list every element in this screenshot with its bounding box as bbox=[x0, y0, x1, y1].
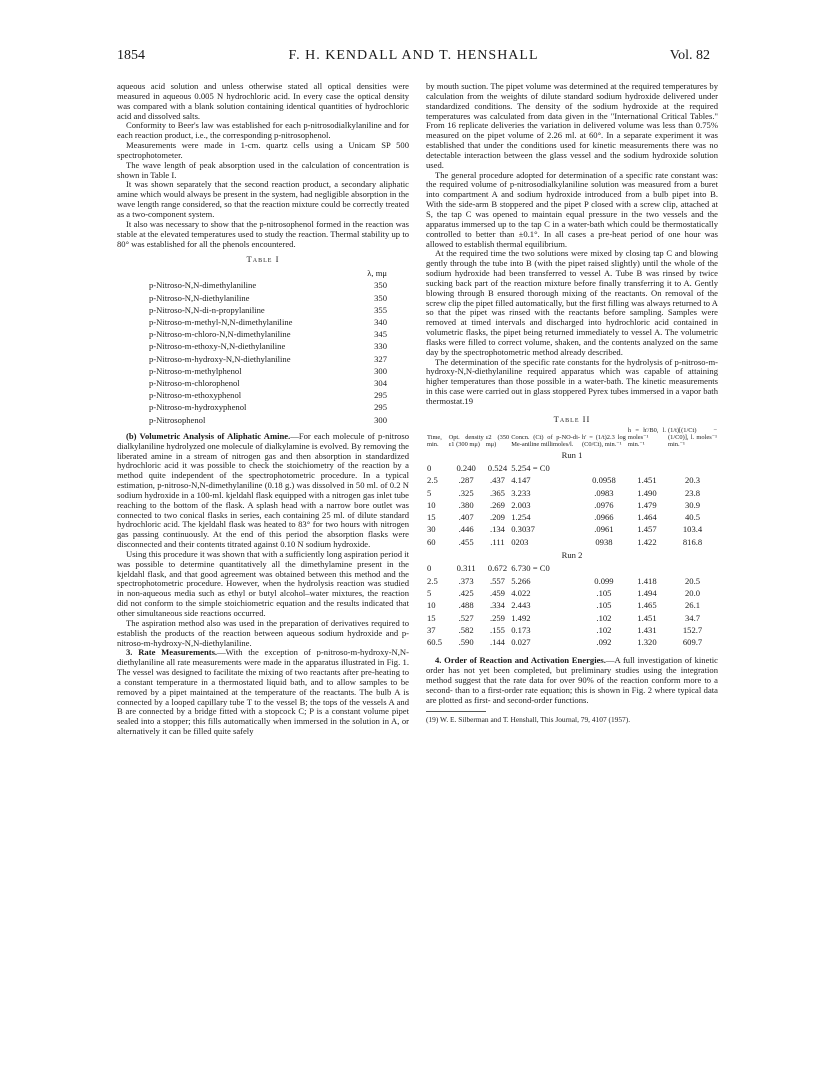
table-cell: 295 bbox=[374, 402, 387, 413]
table-cell: 34.7 bbox=[685, 612, 701, 623]
paragraph: Measurements were made in 1-cm. quartz cells using a Unicam SP 500 spectrophotometer. bbox=[117, 140, 409, 160]
page-number: 1854 bbox=[117, 48, 145, 63]
table-cell: .455 bbox=[458, 536, 474, 547]
table-cell: .209 bbox=[489, 512, 505, 523]
table-cell: 1.422 bbox=[637, 536, 657, 547]
paragraph: It also was necessary to show that the p-nitrosophenol formed in the reaction was stable at the elevated temperatures used to study the reaction. Thermal stability up to 80° was established for all the phenols encountered. bbox=[117, 218, 409, 249]
table-cell: 304 bbox=[374, 378, 387, 389]
table-row bbox=[426, 599, 718, 611]
table-cell: 340 bbox=[374, 317, 387, 327]
table-cell: 30 bbox=[427, 524, 436, 535]
paragraph: The wave length of peak absorption used in the calculation of concentration is shown in Table I. bbox=[117, 159, 409, 180]
table-cell: .105 bbox=[596, 587, 612, 598]
table-1-caption: Table I bbox=[246, 254, 280, 265]
table-row bbox=[117, 353, 409, 365]
table-cell: p-Nitroso-N,N-diethylaniline bbox=[149, 292, 250, 303]
section-heading: 3. Rate Measurements. bbox=[126, 647, 218, 658]
table-cell: 20.0 bbox=[685, 587, 701, 598]
table-row bbox=[426, 462, 718, 474]
run-label: Run 2 bbox=[561, 550, 583, 561]
table-row bbox=[426, 448, 718, 462]
table-cell: 4.147 bbox=[511, 475, 531, 486]
table-cell bbox=[581, 462, 627, 474]
table-cell: 1.479 bbox=[637, 499, 657, 510]
table-cell: 15 bbox=[427, 512, 436, 523]
table-cell bbox=[667, 562, 718, 574]
table-cell: 2.5 bbox=[427, 575, 438, 586]
table-cell: 5.254 = C0 bbox=[511, 462, 550, 473]
table-cell: .373 bbox=[458, 575, 474, 586]
table-row bbox=[117, 389, 409, 401]
table-row bbox=[426, 474, 718, 486]
table-cell: 295 bbox=[374, 390, 387, 401]
table-row bbox=[117, 377, 409, 389]
footnote: (19) W. E. Silberman and T. Henshall, This Journal, 79, 4107 (1957). bbox=[426, 714, 631, 724]
table-cell: 816.8 bbox=[682, 536, 703, 547]
table-row bbox=[426, 499, 718, 511]
table-cell: 1.464 bbox=[637, 512, 657, 523]
paragraph: It was shown separately that the second reaction product, a secondary aliphatic amine which would always be present in the system, had negligible absorption in the wave length range considered, so that the reaction mixture could be correctly treated as a two-component system. bbox=[117, 179, 409, 219]
table-cell: .102 bbox=[596, 612, 612, 623]
table-cell: 0.311 bbox=[456, 563, 476, 574]
table-cell: 0.3037 bbox=[511, 524, 535, 535]
table-cell: p-Nitroso-m-methylphenol bbox=[149, 365, 242, 376]
table-row bbox=[426, 562, 718, 574]
table-column-header: ε2 (350 mμ) bbox=[485, 433, 510, 448]
table-cell: .446 bbox=[458, 524, 474, 535]
table-row bbox=[117, 279, 409, 291]
table-cell: 0.0958 bbox=[592, 475, 616, 486]
table-column-header: (1/t)[(1/Ct) − (1/C0)], l. moles⁻¹ min.⁻¹ bbox=[668, 426, 717, 448]
paragraph: aqueous acid solution and unless otherwise stated all optical densities were measured in aqueous 0.005 N hydrochloric acid. In every case the optical density was compared with a blank solution containing identical quantities of hydrochloric acid and dissolved salts. bbox=[117, 81, 409, 121]
table-cell: 3.233 bbox=[511, 487, 531, 498]
table-cell: 10 bbox=[427, 600, 436, 611]
paragraph bbox=[117, 648, 409, 737]
table-cell: 1.494 bbox=[637, 587, 657, 598]
paragraph-text: —For each molecule of p-nitroso dialkylaniline hydrolyzed one molecule of dialkylamine is evolved. By removing the liberated amine in a stream of nitrogen gas and then absorption in standardized hydrochloric acid it was possible to check the stoichiometry of the reaction by a method quite independent of the spectrophotometric procedure. In a typical estimation, p-nitroso-N,N-dimethylaniline (0.18 g.) was dissolved in 50 ml. of 0.2 N sodium hydroxide in a 100-ml. kjeldahl flask equipped with a nitrogen gas inlet tube reaching to the bottom of the flask. A splash head with a narrow bore outlet was connected to two conical flasks in series, each containing 25 ml. of dilute standard hydrochloric acid. The kjeldahl flask was heated to 83° for two hours with nitrogen gas passing continuously. At the end of this period the absorption flasks were disconnected and their contents titrated against 0.10 N sodium hydroxide. bbox=[117, 430, 409, 550]
paragraph-text: —With the exception of p-nitroso-m-hydroxy-N,N-diethylaniline all rate measurements were made in the apparatus illustrated in Fig. 1. The vessel was designed to facilitate the mixing of two reactants after pre-heating to a constant temperature in a thermostated liquid bath, and to allow samples to be removed by a pipet maintained at the temperature of the reactants. The bulb A is connected by a looped capillary tube T to the vessel B; the tops of the vessels A and B are connected by a bridge fitted with a stopcock C; P is a constant volume pipet sealed into a stopper; this fills automatically when immersed in the solution in A, or alternatively it can be filled quite safely bbox=[117, 647, 409, 737]
table-cell: 0.524 bbox=[487, 462, 508, 473]
paragraph: The determination of the specific rate constants for the hydrolysis of p-nitroso-m-hydroxy-N,N-diethylaniline required apparatus which was capable of attaining higher temperatures than those possible in a water-bath. The kinetic measurements in this case were carried out in glass stoppered Pyrex tubes immersed in a vapor bath thermostat.19 bbox=[426, 356, 718, 406]
table-cell: .365 bbox=[489, 487, 505, 498]
table-cell: .102 bbox=[596, 624, 612, 635]
table-row bbox=[426, 575, 718, 587]
table-cell bbox=[627, 462, 667, 474]
table-cell: 20.5 bbox=[685, 575, 701, 586]
paragraph bbox=[426, 656, 718, 705]
table-cell: 0.173 bbox=[511, 624, 531, 635]
table-cell: .325 bbox=[458, 487, 474, 498]
table-cell: .0983 bbox=[594, 487, 614, 498]
right-column bbox=[426, 82, 718, 724]
table-cell: 4.022 bbox=[511, 587, 531, 598]
table-cell: 355 bbox=[374, 304, 387, 315]
table-cell: p-Nitroso-m-chlorophenol bbox=[149, 378, 240, 389]
table-cell: 350 bbox=[374, 292, 387, 303]
table-row bbox=[117, 401, 409, 413]
table-column-header: h = h'/B0, l. moles⁻¹ min.⁻¹ bbox=[627, 426, 667, 448]
table-row bbox=[117, 316, 409, 328]
table-cell: 30.9 bbox=[685, 499, 701, 510]
table-cell: .105 bbox=[596, 600, 612, 611]
table-cell: 350 bbox=[374, 280, 387, 291]
table-cell: .269 bbox=[489, 499, 505, 510]
table-cell: 40.5 bbox=[685, 512, 701, 523]
running-title: F. H. KENDALL AND T. HENSHALL bbox=[288, 48, 539, 63]
table-cell: 1.457 bbox=[637, 524, 657, 535]
table-cell: 0 bbox=[427, 563, 432, 574]
table-cell: .557 bbox=[489, 575, 505, 586]
table-cell: 15 bbox=[427, 612, 436, 623]
table-cell: 23.8 bbox=[685, 487, 701, 498]
section-heading: (b) Volumetric Analysis of Aliphatic Amine. bbox=[126, 430, 291, 441]
table-cell: .111 bbox=[490, 536, 505, 547]
table-cell: .259 bbox=[489, 612, 505, 623]
paragraph bbox=[117, 432, 409, 550]
paragraph: The aspiration method also was used in the preparation of derivatives required to establish the products of the reaction between aqueous sodium hydroxide and p-nitroso-m-hydroxy-N,N-diethylaniline. bbox=[117, 617, 409, 648]
paragraph: by mouth suction. The pipet volume was determined at the required temperatures by calculation from the weights of dilute standard sodium hydroxide delivered under standardized conditions. The density of the sodium hydroxide at the required temperatures was calculated from data given in the "International Critical Tables." From 16 replicate deliveries the variation in delivered volume was less than 0.75% measured on the pipet volume of 2.26 ml. at 60°. In a separate experiment it was established that under the conditions used for kinetic measurements there was no detectable interaction between the glass vessel and the sodium hydroxide solution used. bbox=[426, 81, 718, 170]
table-column-header: Time, min. bbox=[427, 433, 442, 448]
table-row bbox=[117, 414, 409, 426]
table-cell: 5.266 bbox=[511, 575, 531, 586]
table-cell: .092 bbox=[596, 637, 612, 648]
table-cell: .527 bbox=[458, 612, 474, 623]
table-cell: p-Nitroso-N,N-di-n-propylaniline bbox=[149, 304, 265, 315]
table-cell: 0.027 bbox=[511, 637, 531, 648]
table-row bbox=[117, 292, 409, 304]
table-row bbox=[426, 624, 718, 636]
table-row bbox=[426, 511, 718, 523]
table-row bbox=[117, 328, 409, 340]
table-header-row bbox=[426, 427, 718, 448]
table-cell: p-Nitrosophenol bbox=[149, 414, 206, 425]
table-column-header: Opt. density ε1 (300 mμ) bbox=[448, 433, 484, 448]
table-cell: 327 bbox=[374, 353, 387, 364]
table-2-caption: Table II bbox=[553, 413, 591, 424]
run-1-body bbox=[426, 462, 718, 548]
table-cell: 26.1 bbox=[685, 600, 701, 611]
footnote-rule bbox=[426, 711, 486, 712]
table-row bbox=[426, 536, 718, 548]
table-cell: .407 bbox=[458, 512, 474, 523]
table-cell: 1.492 bbox=[511, 612, 531, 623]
table-cell: 1.451 bbox=[637, 475, 657, 486]
table-cell: 2.443 bbox=[511, 600, 531, 611]
table-cell bbox=[627, 562, 667, 574]
paragraph: At the required time the two solutions were mixed by closing tap C and blowing gently through the tube into B (with the pipet raised slightly) until the whole of the sodium hydroxide had been transferred to vessel A. Tube B was rinsed by twice sucking back part of the reaction mixture before finally transferring it to A. Gently blowing through B ensured thorough mixing of the reactants. On removal of the screw clip the pipet filled automatically, but the first filling was always returned to A so that the pipet was rinsed with the reactants before sampling. Samples were removed at timed intervals and discharged into hydrochloric acid contained in volumetric flasks, the pipet being returned immediately to vessel A. The volumetric flasks were filled to correct volume, shaken, and the contents analyzed on the same day by the spectrophotometric method already described. bbox=[426, 248, 718, 357]
table-cell: 1.451 bbox=[637, 612, 657, 623]
table-cell: 152.7 bbox=[682, 624, 703, 635]
table-cell: .380 bbox=[458, 499, 474, 510]
paragraph: The general procedure adopted for determination of a specific rate constant was: the required volume of p-nitrosodialkylaniline solution was measured from a buret into compartment A and sodium hydroxide introduced from a bulb pipet into B. With the side-arm B stoppered and the pipet P closed with a screw clip, attached at S, the tap C was opened to maintain equal pressure in the two vessels and the apparatus immersed up to the tap C in a water-bath which could be thermostatically controlled to better than ±0.1°. In all cases a pre-heat period of one hour was allowed to establish thermal equilibrium. bbox=[426, 169, 718, 249]
table-cell: 0938 bbox=[595, 536, 613, 547]
table-cell: 2.5 bbox=[427, 475, 438, 486]
run-label: Run 1 bbox=[561, 449, 583, 460]
table-cell: 0.099 bbox=[594, 575, 614, 586]
run-2-body bbox=[426, 562, 718, 648]
table-cell: .0976 bbox=[594, 499, 614, 510]
table-cell: 60 bbox=[427, 536, 436, 547]
table-cell: p-Nitroso-m-ethoxyphenol bbox=[149, 390, 242, 401]
table-cell: 1.431 bbox=[637, 624, 657, 635]
table-cell: 1.418 bbox=[637, 575, 657, 586]
paragraph: Conformity to Beer's law was established for each p-nitrosodialkylaniline and for each reaction product, i.e., the corresponding p-nitrosophenol. bbox=[117, 120, 409, 141]
table-cell: p-Nitroso-m-chloro-N,N-dimethylaniline bbox=[149, 329, 291, 340]
table-cell: 0 bbox=[427, 462, 432, 473]
table-cell: 37 bbox=[427, 624, 436, 635]
table-cell: .287 bbox=[458, 475, 474, 486]
table-cell: 103.4 bbox=[682, 524, 703, 535]
table-cell: .437 bbox=[489, 475, 505, 486]
table-cell bbox=[581, 562, 627, 574]
table-cell: 1.320 bbox=[637, 637, 657, 648]
table-cell: 60.5 bbox=[427, 637, 443, 648]
table-cell: .459 bbox=[489, 587, 505, 598]
table-cell: 20.3 bbox=[685, 475, 701, 486]
table-cell: 300 bbox=[374, 414, 387, 425]
table-cell: .0961 bbox=[594, 524, 614, 535]
table-cell: 1.254 bbox=[511, 512, 531, 523]
table-column-header: h' = (1/t)2.3 log (C0/Ct), min.⁻¹ bbox=[582, 433, 626, 448]
table-cell: 1.490 bbox=[637, 487, 657, 498]
table-cell: .334 bbox=[489, 600, 505, 611]
table-cell: 345 bbox=[374, 329, 387, 340]
table-cell: 5 bbox=[427, 587, 432, 598]
table-cell: .425 bbox=[458, 587, 474, 598]
table-cell: p-Nitroso-m-hydroxy-N,N-diethylaniline bbox=[149, 353, 291, 364]
table-cell: p-Nitroso-m-ethoxy-N,N-diethylaniline bbox=[149, 341, 286, 352]
table-row bbox=[426, 523, 718, 535]
table-cell: 0.672 bbox=[487, 563, 508, 574]
table-cell: 0.240 bbox=[456, 462, 476, 473]
table-row bbox=[117, 304, 409, 316]
table-cell: 2.003 bbox=[511, 499, 531, 510]
page-header bbox=[117, 48, 710, 68]
table-row bbox=[426, 636, 718, 648]
table-cell: .134 bbox=[489, 524, 505, 535]
table-row bbox=[426, 587, 718, 599]
table-cell: 5 bbox=[427, 487, 432, 498]
section-heading: 4. Order of Reaction and Activation Energies. bbox=[435, 655, 606, 666]
table-cell: 330 bbox=[374, 341, 387, 352]
table-column-header: λ, mμ bbox=[367, 268, 387, 279]
table-row bbox=[426, 487, 718, 499]
table-column-header: Concn. (Ct) of p-NO-di-Me-aniline millimoles/l. bbox=[511, 433, 581, 448]
table-cell: 6.730 = C0 bbox=[511, 563, 550, 574]
table-row bbox=[426, 612, 718, 624]
table-cell: 0203 bbox=[511, 536, 529, 547]
table-2 bbox=[426, 427, 718, 649]
table-1 bbox=[117, 267, 409, 426]
table-cell: 300 bbox=[374, 365, 387, 376]
table-row bbox=[117, 267, 409, 279]
table-cell: .488 bbox=[458, 600, 474, 611]
table-cell: p-Nitroso-m-methyl-N,N-dimethylaniline bbox=[149, 317, 293, 327]
left-column bbox=[117, 82, 409, 737]
table-cell: .144 bbox=[489, 637, 505, 648]
table-cell bbox=[667, 462, 718, 474]
table-cell: 609.7 bbox=[682, 637, 703, 648]
table-row bbox=[117, 365, 409, 377]
table-cell: 10 bbox=[427, 499, 436, 510]
paragraph-text: —A full investigation of kinetic order has not yet been completed, but preliminary studies using the integration method suggest that the rate data for over 90% of the reaction conform more to a second- than to a first-order rate equation; this is shown in Fig. 2 where typical data are plotted as first- and second-order functions. bbox=[426, 655, 719, 705]
table-cell: p-Nitroso-N,N-dimethylaniline bbox=[149, 280, 257, 291]
table-cell: 1.465 bbox=[637, 600, 657, 611]
table-cell: .590 bbox=[458, 637, 474, 648]
volume-number: Vol. 82 bbox=[669, 48, 710, 63]
table-cell: .0966 bbox=[594, 512, 614, 523]
table-cell: .582 bbox=[458, 624, 474, 635]
table-cell: p-Nitroso-m-hydroxyphenol bbox=[149, 402, 247, 413]
paragraph: Using this procedure it was shown that with a sufficiently long aspiration period it was possible to determine quantitatively all the dimethylamine present in the kjeldahl flask, and that good agreement was obtained between this method and the spectrophotometric procedure. However, when the hydrolysis reaction was studied in non-aqueous media such as ethyl or butyl alcohol–water mixtures, the reaction did not conform to the simple stoichiometric equation and the results indicated that other simultaneous side reactions occurred. bbox=[117, 548, 409, 619]
table-row bbox=[117, 340, 409, 352]
table-row bbox=[426, 548, 718, 562]
table-cell: .155 bbox=[489, 624, 505, 635]
